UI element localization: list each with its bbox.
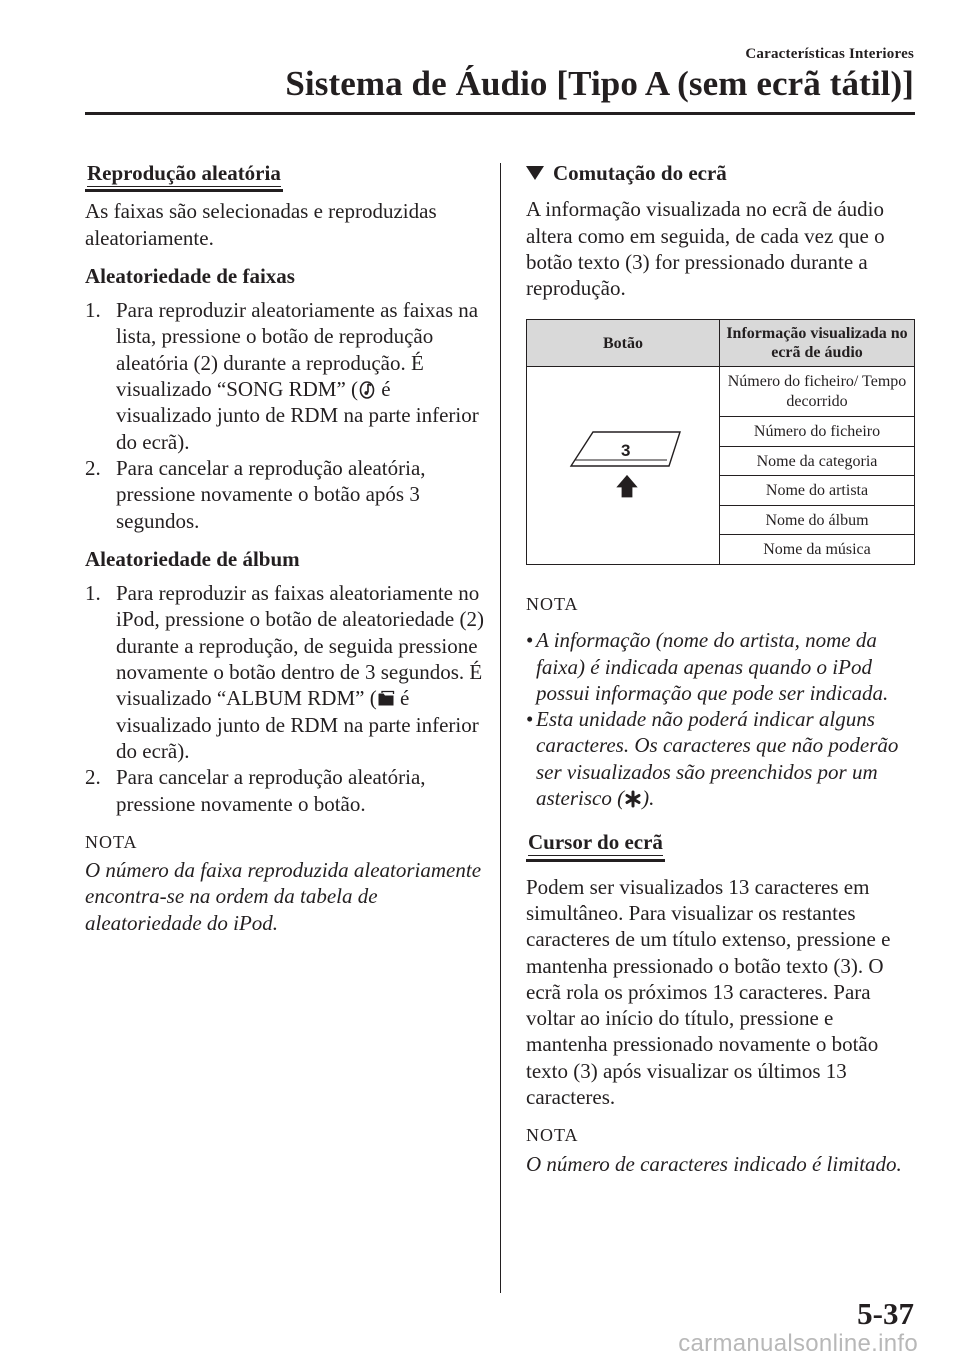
left-column — [85, 160, 485, 936]
cursor-text: Podem ser visualizados 13 caracteres em simultâneo. Para visualizar os restantes caracteres de um título extenso, pressione e mantenha pressionado o botão texto (3). O ecrã rola os próximos 13 caracteres. Para voltar ao início do título, pressione e mantenha pressionado novamente o botão texto (3) após visualizar os últimos 13 caracteres. — [526, 874, 891, 1110]
table-cell: Nome da música — [720, 535, 915, 565]
track-random-heading: Aleatoriedade de faixas — [85, 263, 295, 288]
list-item: 1. Para reproduzir aleatoriamente as faixas na lista, pressione o botão de reprodução aleatória (2) durante a reprodução. É visualizado “SONG RDM” ( é visualizado junto de RDM na parte inferior do ecrã). — [85, 298, 479, 454]
table-cell: Número do ficheiro — [720, 417, 915, 447]
note-label: NOTA — [526, 593, 579, 614]
table-cell: Nome do álbum — [720, 505, 915, 535]
note-label: NOTA — [526, 1125, 579, 1146]
list-item: • Esta unidade não poderá indicar alguns caracteres. Os caracteres que não poderão ser visualizados são preenchidos por um asterisco ( ). — [526, 707, 899, 811]
press-arrow-icon — [615, 474, 639, 498]
random-play-intro: As faixas são selecionadas e reproduzidas aleatoriamente. — [85, 199, 437, 250]
table-cell: Nome da categoria — [720, 446, 915, 476]
song-random-icon — [358, 381, 376, 399]
table-header-button: Botão — [527, 320, 720, 367]
list-item: 1. Para reproduzir as faixas aleatoriamente no iPod, pressione o botão de aleatoriedade (2) durante a reprodução, de seguida pressione novamente o botão dentro de 3 segundos. É visualizado “ALBUM RDM” ( é visualizado junto de RDM na parte inferior do ecrã). — [85, 581, 484, 763]
random-play-heading: Reprodução aleatória — [85, 160, 283, 192]
section-label: Características Interiores — [745, 46, 914, 62]
watermark: carmanualsonline.info — [678, 1330, 918, 1357]
display-switch-heading: Comutação do ecrã — [526, 160, 916, 186]
note-text: O número de caracteres indicado é limitado. — [526, 1151, 902, 1176]
cursor-heading: Cursor do ecrã — [526, 829, 665, 861]
display-info-table — [526, 319, 915, 565]
header-rule — [85, 112, 915, 115]
asterisk-icon — [624, 790, 642, 808]
text-button-illustration — [563, 430, 683, 502]
triangle-marker-icon — [526, 166, 544, 180]
note-text: O número da faixa reproduzida aleatoriamente encontra-se na ordem da tabela de aleatoriedade do iPod. — [85, 858, 482, 935]
list-item: • A informação (nome do artista, nome da faixa) é indicada apenas quando o iPod possui informação que pode ser indicada. — [526, 628, 889, 705]
right-column — [526, 160, 916, 1177]
display-switch-intro: A informação visualizada no ecrã de áudio altera como em seguida, de cada vez que o botão texto (3) for pressionado durante a reprodução. — [526, 197, 885, 301]
page-title: Sistema de Áudio [Tipo A (sem ecrã tátil)] — [285, 64, 914, 103]
text-button-cell — [527, 367, 720, 565]
folder-icon — [377, 690, 395, 708]
column-divider — [500, 163, 501, 1293]
page-number: 5-37 — [857, 1296, 914, 1331]
list-item: 2. Para cancelar a reprodução aleatória, pressione novamente o botão após 3 segundos. — [85, 455, 426, 533]
note-label: NOTA — [85, 831, 138, 852]
button-number-label: 3 — [621, 440, 631, 460]
table-cell: Nome do artista — [720, 476, 915, 506]
table-cell: Número do ficheiro/ Tempo decorrido — [720, 367, 915, 417]
album-random-heading: Aleatoriedade de álbum — [85, 546, 300, 571]
table-header-info: Informação visualizada no ecrã de áudio — [720, 320, 915, 367]
list-item: 2. Para cancelar a reprodução aleatória, pressione novamente o botão. — [85, 765, 426, 816]
